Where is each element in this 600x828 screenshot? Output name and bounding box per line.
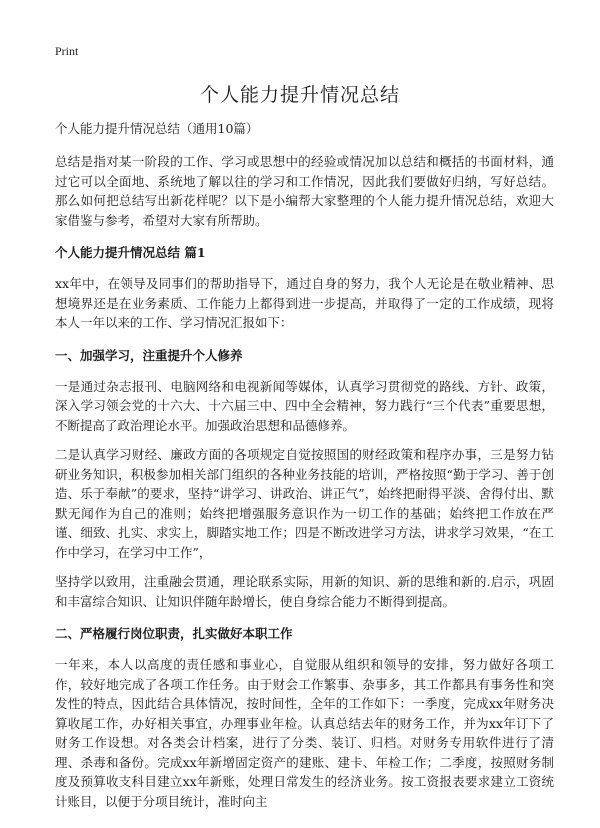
section-1-paragraph-1: 一是通过杂志报刊、电脑网络和电视新闻等媒体，认真学习贯彻党的路线、方针、政策，深入学习领会党的十六大、十六届三中、四中全会精神，努力践行“三个代表”重要思想，不断提高了政治理论水平。加强政治思想和品德修养。: [55, 378, 554, 433]
document-body: [55, 120, 554, 821]
document-subtitle: 个人能力提升情况总结（通用10篇）: [55, 121, 259, 136]
chapter-heading: 个人能力提升情况总结 篇1: [55, 245, 206, 260]
document-title: 个人能力提升情况总结: [199, 84, 400, 106]
section-1-paragraph-2: 二是认真学习财经、廉政方面的各项规定自觉按照国的财经政策和程序办事，三是努力钻研业务知识，积极参加相关部门组织的各种业务技能的培训，严格按照“勤于学习、善于创造、乐于奉献”的要求，坚持“讲学习、讲政治、讲正气”，始终把耐得平淡、舍得付出、默默无闻作为自己的准则；始终把增强服务意识作为一切工作的基础；始终把工作放在严谨、细致、扎实、求实上，脚踏实地工作；四是不断改进学习方法，讲求学习效果，“在工作中学习，在学习中工作”，: [55, 447, 554, 560]
section-1-paragraph-3: 坚持学以致用，注重融会贯通，理论联系实际，用新的知识、新的思维和新的.启示，巩固和丰富综合知识、让知识伴随年龄增长，使自身综合能力不断得到提高。: [55, 574, 554, 609]
chapter-intro-paragraph: xx年中，在领导及同事们的帮助指导下，通过自身的努力，我个人无论是在敬业精神、思想境界还是在业务素质、工作能力上都得到进一步提高，并取得了一定的工作成绩，现将本人一年以来的工作、学习情况汇报如下：: [55, 276, 554, 330]
print-link[interactable]: Print: [55, 44, 79, 58]
section-1-heading: 一、加强学习，注重提升个人修养: [55, 347, 243, 363]
section-2-heading: 二、严格履行岗位职责，扎实做好本职工作: [55, 626, 293, 641]
intro-paragraph: 总结是指对某一阶段的工作、学习或思想中的经验或情况加以总结和概括的书面材料，通过它可以全面地、系统地了解以往的学习和工作情况，因此我们要做好归纳，写好总结。那么如何把总结写出新花样呢？以下是小编帮大家整理的个人能力提升情况总结，欢迎大家借鉴与参考，希望对大家有所帮助。: [55, 154, 554, 228]
section-2-paragraph-1: 一年来，本人以高度的责任感和事业心，自觉服从组织和领导的安排，努力做好各项工作，较好地完成了各项工作任务。由于财会工作繁事、杂事多，其工作都具有事务性和突发性的特点，因此结合具体情况，按时间性，全年的工作如下：一季度，完成xx年财务决算收尾工作，办好相关事宜，办理事业年检。认真总结去年的财务工作，并为xx年订下了财务工作设想。对各类会计档案，进行了分类、装订、归档。对财务专用软件进行了清理、杀毒和备份。完成xx年新增固定资产的建账、建卡、年检工作；二季度，按照财务制度及预算收支科目建立xx年新账，处理日常发生的经济业务。按工资报表要求建立工资统计账目，以便于分项目统计，准时向主: [55, 657, 554, 809]
